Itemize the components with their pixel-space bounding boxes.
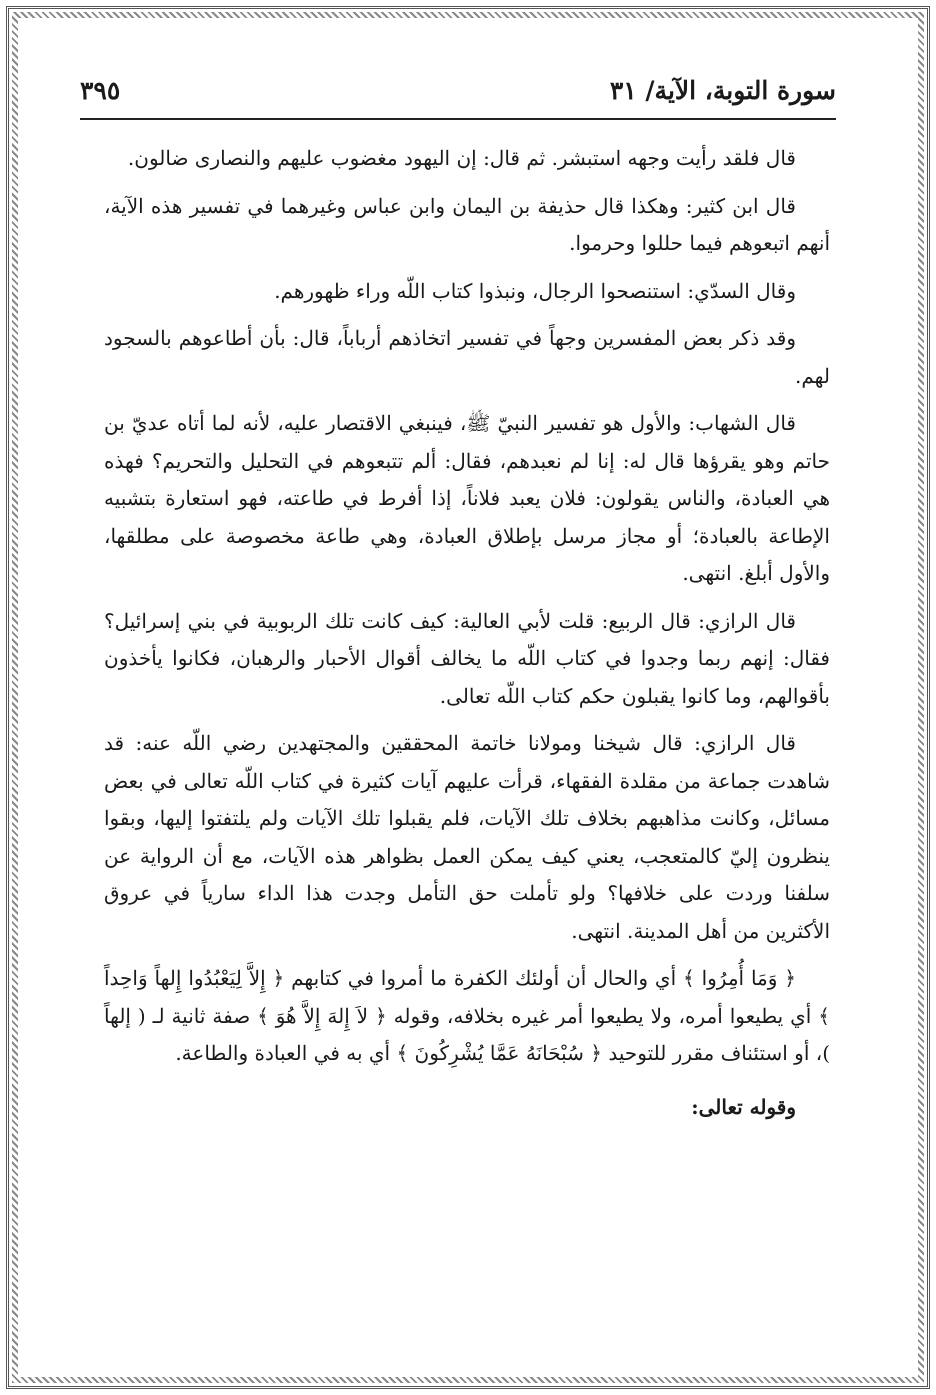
paragraph: وقال السدّي: استنصحوا الرجال، ونبذوا كتاب اللّه وراء ظهورهم. <box>274 278 796 303</box>
paragraph: قال فلقد رأيت وجهه استبشر. ثم قال: إن اليهود مغضوب عليهم والنصارى ضالون. <box>127 146 796 170</box>
closing-line: وقوله تعالى: <box>691 1094 796 1119</box>
page-header <box>80 72 836 120</box>
paragraph: قال ابن كثير: وهكذا قال حذيفة بن اليمان وابن عباس وغيرهما في تفسير هذه الآية، أنهم اتبعوهم فيما حللوا وحرموا. <box>104 193 830 255</box>
paragraph: قال الرازي: قال شيخنا ومولانا خاتمة المحققين والمجتهدين رضي اللّه عنه: قد شاهدت جماعة من مقلدة الفقهاء، قرأت عليهم آيات كثيرة في كتاب اللّه تعالى في بعض مسائل، وكانت مذاهبهم بخلاف تلك الآيات، فلم يقبلوا تلك الآيات ولم يلتفتوا إليها، وبقوا ينظرون إليّ كالمتعجب، يعني كيف يمكن العمل بظواهر هذه الآيات، مع أن الرواية عن سلفنا وردت على خلافها؟ ولو تأملت حق التأمل وجدت هذا الداء سارياً في عروق الأكثرين من أهل المدينة. انتهى. <box>104 731 830 943</box>
page-number: ٣٩٥ <box>80 76 121 105</box>
paragraph: قال الرازي: قال الربيع: قلت لأبي العالية: كيف كانت تلك الربوبية في بني إسرائيل؟ فقال: إنهم ربما وجدوا في كتاب اللّه ما يخالف أقوال الأحبار والرهبان، فكانوا يأخذون بأقوالهم، وما كانوا يقبلون حكم كتاب اللّه تعالى. <box>104 608 830 708</box>
running-title: سورة التوبة، الآية/ ٣١ <box>609 76 836 105</box>
page-body <box>104 140 830 1136</box>
paragraph: ﴿ وَمَا أُمِرُوا ﴾ أي والحال أن أولئك الكفرة ما أمروا في كتابهم ﴿ إِلاَّ لِيَعْبُدُوا إِلهاً وَاحِداً ﴾ أي يطيعوا أمره، ولا يطيعوا أمر غيره بخلافه، وقوله ﴿ لاَ إِلهَ إِلاَّ هُوَ ﴾ صفة ثانية لـ ( إلهاً )، أو استئناف مقرر للتوحيد ﴿ سُبْحَانَهُ عَمَّا يُشْرِكُونَ ﴾ أي به في العبادة والطاعة. <box>104 966 830 1065</box>
paragraph: قال الشهاب: والأول هو تفسير النبيّ ﷺ، فينبغي الاقتصار عليه، لأنه لما أتاه عديّ بن حاتم وهو يقرؤها قال له: إنا لم نعبدهم، فقال: ألم تتبعوهم في التحليل والتحريم؟ فهذه هي العبادة، والناس يقولون: فلان يعبد فلاناً، إذا أفرط في طاعته، فهو استعارة بتشبيه الإطاعة بالعبادة؛ أو مجاز مرسل بإطلاق العبادة، وهي طاعة مخصوصة على مطلقها، والأول أبلغ. انتهى. <box>104 411 830 585</box>
paragraph: وقد ذكر بعض المفسرين وجهاً في تفسير اتخاذهم أرباباً، قال: بأن أطاعوهم بالسجود لهم. <box>104 326 830 388</box>
